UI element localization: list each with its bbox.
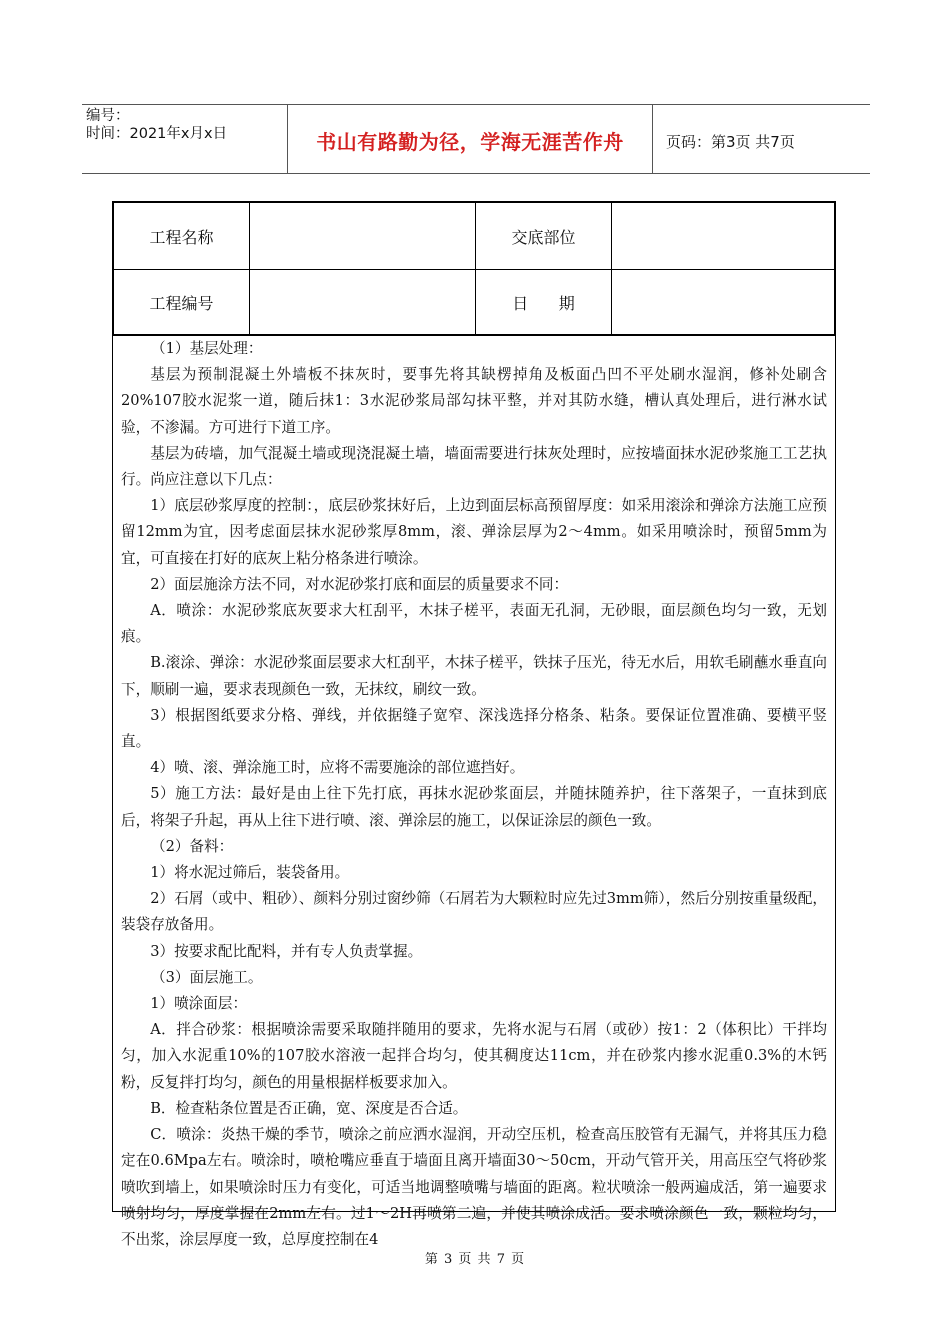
project-number-value bbox=[250, 270, 475, 334]
project-name-label: 工程名称 bbox=[149, 227, 214, 247]
header-meta bbox=[86, 107, 286, 143]
body-paragraph: C．喷涂：炎热干燥的季节，喷涂之前应洒水湿润，开动空压机，检查高压胶管有无漏气，并将其压力稳定在0.6Mpa左右。喷涂时，喷枪嘴应垂直于墙面且离开墙面30～50cm，开动气管开关，用高压空气将砂浆喷吹到墙上，如果喷涂时压力有变化，可适当地调整喷嘴与墙面的距离。粒状喷涂一般两遍成活，第一遍要求喷射均匀，厚度掌握在2mm左右。过1～2H再喷第二遍，并使其喷涂成活。要求喷涂颜色一致，颗粒均匀，不出浆，涂层厚度一致，总厚度控制在4 bbox=[121, 1126, 827, 1248]
header-page-label: 页码：第3页 共7页 bbox=[666, 133, 795, 151]
document-body bbox=[112, 336, 836, 1248]
body-paragraph: B.滚涂、弹涂：水泥砂浆面层要求大杠刮平，木抹子槎平，铁抹子压光，待无水后，用软毛刷蘸水垂直向下，顺刷一遍，要求表现颜色一致，无抹纹，刷纹一致。 bbox=[121, 654, 827, 698]
body-paragraph: 基层为预制混凝土外墙板不抹灰时，要事先将其缺楞掉角及板面凸凹不平处刷水湿润，修补处刷含20%107胶水泥浆一道，随后抹1：3水泥砂浆局部勾抹平整，并对其防水缝，槽认真处理后，进行淋水试验，不渗漏。方可进行下道工序。 bbox=[121, 366, 827, 436]
handover-part-value bbox=[612, 203, 834, 269]
page-footer: 第 3 页 共 7 页 bbox=[424, 1252, 526, 1267]
project-name-value bbox=[250, 203, 475, 269]
date-value bbox=[612, 270, 834, 334]
body-paragraph: 1）底层砂浆厚度的控制：，底层砂浆抹好后，上边到面层标高预留厚度：如采用滚涂和弹涂方法施工应预留12mm为宜，因考虑面层抹水泥砂浆厚8mm，滚、弹涂层厚为2～4mm。如采用喷涂时，预留5mm为宜，可直接在打好的底灰上粘分格条进行喷涂。 bbox=[121, 497, 827, 567]
body-paragraph: （3）面层施工。 bbox=[151, 968, 263, 986]
header-divider bbox=[652, 105, 653, 173]
header-motto: 书山有路勤为径，学海无涯苦作舟 bbox=[316, 130, 624, 154]
page-header bbox=[82, 104, 870, 174]
handover-part-label: 交底部位 bbox=[511, 227, 576, 247]
body-paragraph: 4）喷、滚、弹涂施工时，应将不需要施涂的部位遮挡好。 bbox=[150, 759, 525, 777]
body-paragraph: 1）喷涂面层： bbox=[150, 995, 248, 1013]
body-paragraph: A．喷涂：水泥砂浆底灰要求大杠刮平，木抹子槎平，表面无孔洞，无砂眼，面层颜色均匀一致，无划痕。 bbox=[121, 602, 827, 646]
body-paragraph: 基层为砖墙，加气混凝土墙或现浇混凝土墙，墙面需要进行抹灰处理时，应按墙面抹水泥砂浆施工工艺执行。尚应注意以下几点： bbox=[121, 444, 827, 489]
body-paragraph: 1）将水泥过筛后，装袋备用。 bbox=[150, 864, 350, 882]
document-time-label: 时间：2021年x月x日 bbox=[86, 126, 228, 142]
body-paragraph: 5）施工方法：最好是由上往下先打底，再抹水泥砂浆面层，并随抹随养护，往下落架子，一直抹到底后，将架子升起，再从上往下进行喷、滚、弹涂层的施工，以保证涂层的颜色一致。 bbox=[121, 785, 827, 829]
body-paragraph: 2）石屑（或中、粗砂）、颜料分别过窗纱筛（石屑若为大颗粒时应先过3mm筛），然后分别按重量级配，装袋存放备用。 bbox=[121, 890, 827, 934]
body-paragraph: 2）面层施涂方法不同，对水泥砂浆打底和面层的质量要求不同： bbox=[150, 575, 569, 593]
body-paragraph: B．检查粘条位置是否正确，宽、深度是否合适。 bbox=[150, 1099, 468, 1117]
body-paragraph: 3）根据图纸要求分格、弹线，并依据缝子宽窄、深浅选择分格条、粘条。要保证位置准确、要横平竖直。 bbox=[121, 706, 827, 751]
body-paragraph: 3）按要求配比配料，并有专人负责掌握。 bbox=[150, 942, 423, 960]
body-paragraph: （2）备料： bbox=[151, 837, 234, 855]
document-number-label: 编号： bbox=[86, 108, 130, 124]
project-number-label: 工程编号 bbox=[149, 293, 214, 313]
project-info-table bbox=[112, 201, 836, 336]
body-paragraph: （1）基层处理： bbox=[151, 340, 263, 357]
date-label: 日 期 bbox=[512, 293, 575, 313]
body-paragraph: A．拌合砂浆：根据喷涂需要采取随拌随用的要求，先将水泥与石屑（或砂）按1：2（体积比）干拌均匀，加入水泥重10%的107胶水溶液一起拌合均匀，使其稠度达11cm，并在砂浆内掺水泥重0.3%的木钙粉，反复拌打均匀，颜色的用量根据样板要求加入。 bbox=[121, 1021, 827, 1091]
